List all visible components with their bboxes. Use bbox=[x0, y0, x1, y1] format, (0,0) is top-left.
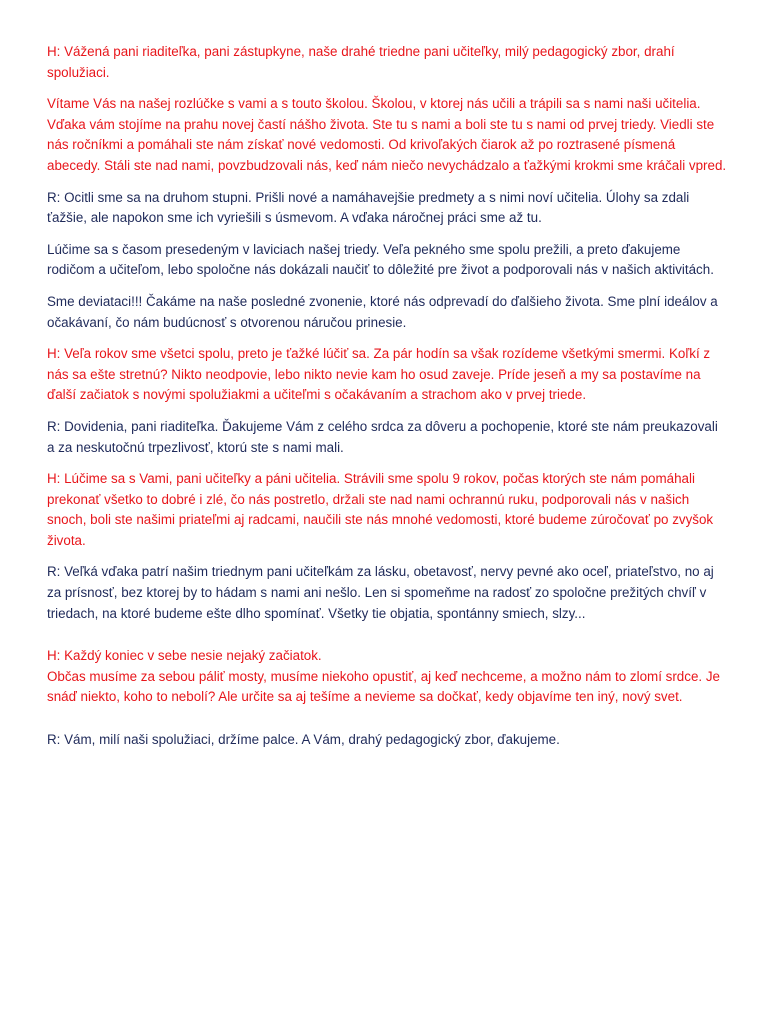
paragraph-ninth-graders bbox=[47, 292, 727, 333]
paragraph-greeting bbox=[47, 42, 727, 83]
paragraph-line: H: Vážená pani riaditeľka, pani zástupkyne, naše drahé triedne pani učiteľky, milý pedagogický zbor, drahí spolužiaci. bbox=[47, 44, 675, 80]
paragraph-second-stage bbox=[47, 188, 727, 229]
paragraph-line: H: Lúčime sa s Vami, pani učiteľky a páni učitelia. Strávili sme spolu 9 rokov, počas ktorých ste nám pomáhali prekonať všetko to dobré i zlé, čo nás postretlo, držali ste nad nami ochrannú ruku, podporovali nás v našich snoch, boli ste našimi priateľmi aj radcami, naučili ste nás mnohé vedomosti, ktoré budeme zúročovať po zvyšok života. bbox=[47, 471, 714, 548]
paragraph-every-end bbox=[47, 646, 727, 708]
paragraph-line: R: Dovidenia, pani riaditeľka. Ďakujeme Vám z celého srdca za dôveru a pochopenie, ktoré ste nám preukazovali a za neskutočnú trpezlivosť, ktorú ste s nami mali. bbox=[47, 418, 718, 455]
paragraph-line: R: Ocitli sme sa na druhom stupni. Prišli nové a namáhavejšie predmety a s nimi noví učitelia. Úlohy sa zdali ťažšie, ale napokon sme ich vyriešili s úsmevom. A vďaka náročnej práci sme až tu. bbox=[47, 189, 690, 226]
paragraph-class-teachers-thanks bbox=[47, 562, 727, 624]
paragraph-line: Vítame Vás na našej rozlúčke s vami a s touto školou. Školou, v ktorej nás učili a trápili sa s nami naši učitelia. Vďaka vám stojíme na prahu novej častí nášho života. Ste tu s nami a boli ste tu s nami od prvej triedy. Viedli ste nás ročníkmi a pomáhali ste nám získať nové vedomosti. Od krivoľakých čiarok až po roztrasené písmená abecedy. Stáli ste nad nami, povzbudzovali nás, keď nám niečo nevychádzalo a ťažkými krokmi sme kráčali vpred. bbox=[47, 96, 727, 173]
paragraph-line: Občas musíme za sebou páliť mosty, musíme niekoho opustiť, aj keď nechceme, a možno nám to zlomí srdce. Je snáď niekto, koho to nebolí? Ale určite sa aj tešíme a nevieme sa dočkať, kedy objavíme ten iný, nový svet. bbox=[47, 668, 720, 705]
paragraph-goodbye-principal bbox=[47, 417, 727, 458]
paragraph-line: H: Veľa rokov sme všetci spolu, preto je ťažké lúčiť sa. Za pár hodín sa však rozídeme všetkými smermi. Koľkí z nás sa ešte stretnú? Nikto neodpovie, lebo nikto nevie kam ho osud zaveje. Príde jeseň a my sa postavíme na ďalší začiatok s novými spolužiakmi a učiteľmi s očakávaním a strachom ako v prvej triede. bbox=[47, 346, 711, 403]
paragraph-goodbye-teachers bbox=[47, 469, 727, 551]
paragraph-farewell-desks bbox=[47, 240, 727, 281]
paragraph-line: Lúčime sa s časom presedeným v laviciach našej triedy. Veľa pekného sme spolu prežili, a preto ďakujeme rodičom a učiteľom, lebo spoločne nás dokázali naučiť to dôležité pre život a podporovali nás v našich aktivitách. bbox=[47, 241, 714, 278]
paragraph-line: H: Každý koniec v sebe nesie nejaký začiatok. bbox=[47, 648, 322, 664]
paragraph-line: R: Veľká vďaka patrí našim triednym pani učiteľkám za lásku, obetavosť, nervy pevné ako oceľ, priateľstvo, no aj za prísnosť, bez ktorej by to hádam s nami ani nešlo. Len si spomeňme na radosť zo spoločne prežitých chvíľ v triedach, na ktoré budeme ešte dlho spomínať. Všetky tie objatia, spontánny smiech, slzy... bbox=[47, 564, 714, 621]
paragraph-line: R: Vám, milí naši spolužiaci, držíme palce. A Vám, drahý pedagogický zbor, ďakujeme. bbox=[47, 732, 560, 748]
paragraph-welcome bbox=[47, 94, 727, 176]
paragraph-many-years bbox=[47, 344, 727, 406]
paragraph-line: Sme deviataci!!! Čakáme na naše posledné zvonenie, ktoré nás odprevadí do ďalšieho života. Sme plní ideálov a očakávaní, čo nám budúcnosť s otvorenou náručou prinesie. bbox=[47, 293, 718, 330]
paragraph-closing bbox=[47, 730, 727, 751]
document-page bbox=[47, 42, 727, 762]
